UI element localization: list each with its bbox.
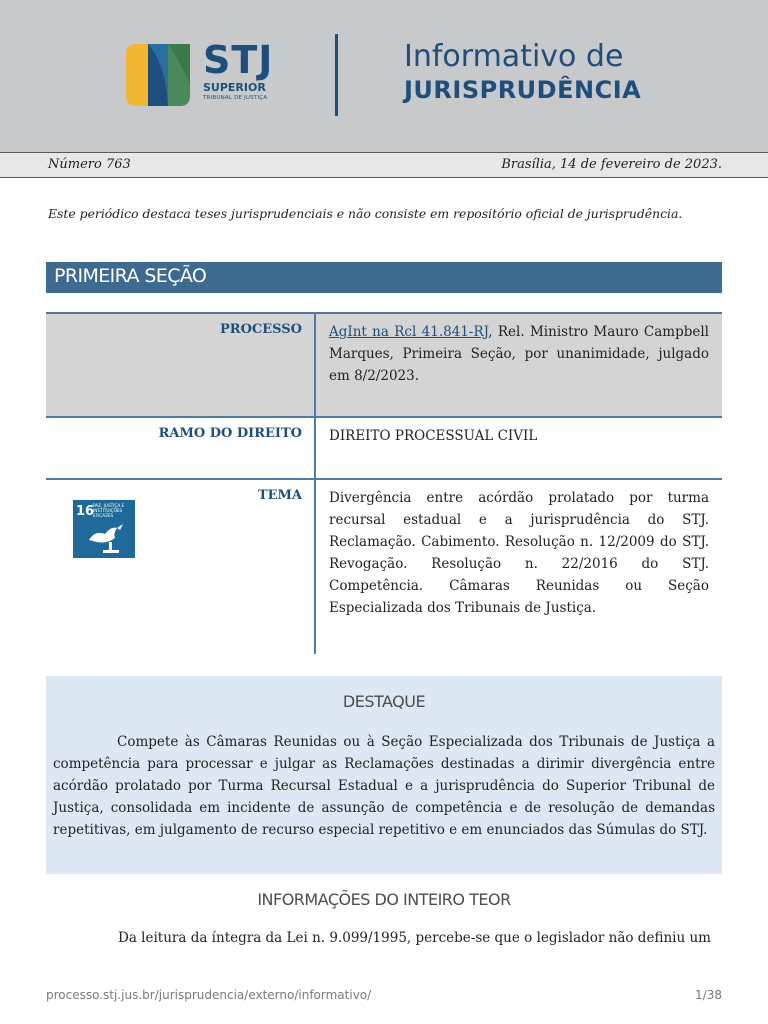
page-header [0,0,768,152]
issue-number: Número 763 [48,157,131,172]
highlight-text: Compete às Câmaras Reunidas ou à Seção Especializada dos Tribunais de Justiça a competência para processar e julgar as Reclamações destinadas a dirimir divergência entre acórdão prolatado por Turma Recursal Estadual e a jurisprudência do Superior Tribunal de Justiça, consolidada em incidente de assunção de competência e de resolução de demandas repetitivas, em julgamento de recurso especial repetitivo e em enunciados das Súmulas do STJ. [53,734,715,838]
page-number: 1/38 [695,988,722,1002]
logo-subname: TRIBUNAL DE JUSTIÇA [203,95,268,101]
issue-date: Brasília, 14 de fevereiro de 2023. [501,157,722,172]
dove-gavel-icon [73,500,135,558]
publication-title: Informativo de [404,39,624,74]
tema-label: TEMA [257,488,302,503]
ods-number: 16 [76,504,95,519]
table-row-ramo [46,416,722,478]
section-header [46,262,722,293]
case-info-table [46,312,722,654]
issue-meta-bar [0,152,768,178]
column-divider [314,480,316,654]
svg-text:EFICAZES: EFICAZES [93,513,114,518]
processo-value [329,321,709,387]
processo-label: PROCESSO [220,322,302,337]
logo-name: SUPERIOR [203,81,266,94]
disclaimer-text: Este periódico destaca teses jurisprudenciais e não consiste em repositório oficial de jurisprudência. [48,206,683,221]
footer-url: processo.stj.jus.br/jurisprudencia/externo/informativo/ [46,988,372,1002]
full-text-first-line: Da leitura da íntegra da Lei n. 9.099/1995, percebe-se que o legislador não definiu um [118,930,711,946]
full-text-title: INFORMAÇÕES DO INTEIRO TEOR [257,890,511,909]
svg-text:INSTITUIÇÕES: INSTITUIÇÕES [93,508,123,513]
column-divider [314,314,316,416]
ramo-label: RAMO DO DIREITO [158,426,302,441]
tema-value: Divergência entre acórdão prolatado por turma recursal estadual e a jurisprudência do STJ. Reclamação. Cabimento. Resolução n. 12/2009 do STJ. Revogação. Resolução n. 22/2016 do STJ. Competência. Câmaras Reunidas ou Seção Especializada dos Tribunais de Justiça. [329,490,709,616]
processo-details: , Rel. Ministro Mauro Campbell Marques, Primeira Seção, por unanimidade, julgado em 8/2/2023. [329,324,709,384]
highlight-box [46,676,722,874]
svg-text:PAZ, JUSTIÇA E: PAZ, JUSTIÇA E [93,503,125,508]
ramo-value: DIREITO PROCESSUAL CIVIL [329,428,538,444]
logo-acronym: STJ [203,38,274,82]
table-row-tema [46,478,722,654]
column-divider [314,418,316,478]
table-row-processo [46,312,722,416]
publication-subtitle: JURISPRUDÊNCIA [404,76,642,104]
section-title: PRIMEIRA SEÇÃO [54,265,207,287]
process-link[interactable]: AgInt na Rcl 41.841-RJ [329,324,489,340]
stj-logo-icon [126,44,190,106]
header-divider [335,34,338,116]
highlight-title: DESTAQUE [342,692,426,711]
